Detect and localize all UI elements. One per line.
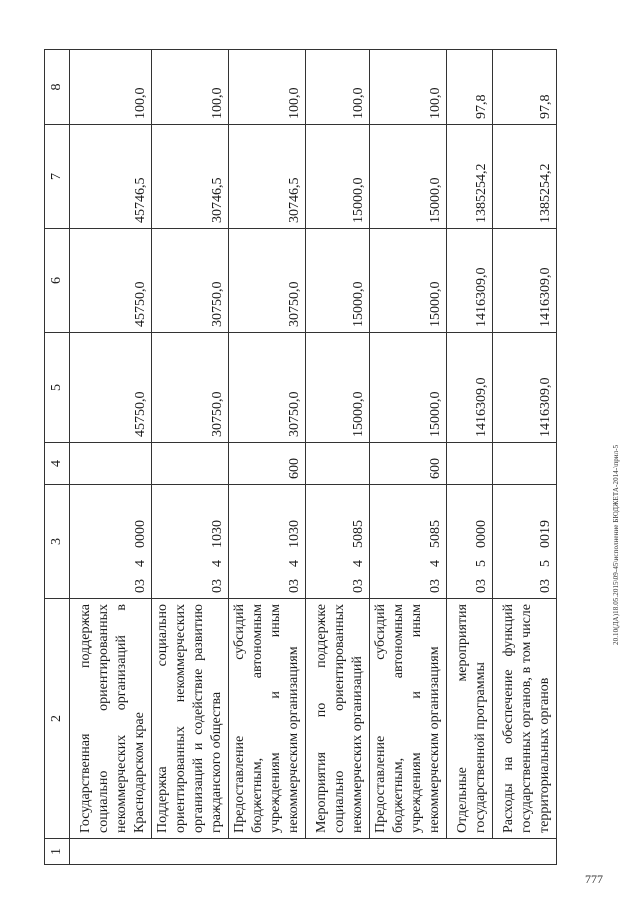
value-col5: 30750,0 [229, 333, 306, 443]
table-row [370, 50, 447, 865]
row-name: Предоставление субсидий бюджетным, автономным учреждениям и иным некоммерческим организациям [370, 599, 447, 839]
header-col-4: 4 [45, 443, 70, 485]
value-col5: 45750,0 [70, 333, 152, 443]
expense-type [493, 443, 557, 485]
col1-cell [70, 839, 557, 865]
code-subsection: 5 [538, 560, 553, 567]
value-col7: 1385254,2 [493, 125, 557, 229]
expense-type: 600 [229, 443, 306, 485]
code-section: 03 [287, 579, 302, 593]
code-cell [493, 485, 557, 599]
row-name: Расходы на обеспечение функций государственных органов, в том числе территориальных органов [493, 599, 557, 839]
value-col6: 30750,0 [152, 229, 229, 333]
value-col7: 15000,0 [370, 125, 447, 229]
value-col5: 15000,0 [306, 333, 370, 443]
code-item: 0019 [538, 520, 553, 548]
code-item: 5085 [351, 520, 366, 548]
code-section: 03 [351, 579, 366, 593]
code-item: 1030 [287, 520, 302, 548]
value-col5: 15000,0 [370, 333, 447, 443]
value-col8: 100,0 [70, 50, 152, 125]
code-subsection: 4 [133, 560, 148, 567]
budget-table [44, 49, 557, 865]
table-row [152, 50, 229, 865]
table-row [447, 50, 493, 865]
code-section: 03 [538, 579, 553, 593]
value-col7: 1385254,2 [447, 125, 493, 229]
table-row [229, 50, 306, 865]
row-name: Мероприятия по поддержке социально ориентированных некоммерческих организаций [306, 599, 370, 839]
row-name: Предоставление субсидий бюджетным, автономным учреждениям и иным некоммерческим организациям [229, 599, 306, 839]
header-col-1: 1 [45, 839, 70, 865]
row-name: Поддержка социально ориентированных некоммерческих организаций и содействие развитию гражданского общества [152, 599, 229, 839]
code-cell [229, 485, 306, 599]
code-section: 03 [428, 579, 443, 593]
header-col-5: 5 [45, 333, 70, 443]
expense-type [152, 443, 229, 485]
document-footer-code: 20.10(ДА)18.05.2015\09-45\исполнение БЮДЖЕТА-2014-\прил-5 [612, 444, 620, 645]
header-row [45, 50, 70, 865]
code-cell [447, 485, 493, 599]
value-col7: 30746,5 [152, 125, 229, 229]
code-cell [306, 485, 370, 599]
table-row [70, 50, 152, 865]
expense-type: 600 [370, 443, 447, 485]
header-col-2: 2 [45, 599, 70, 839]
value-col8: 100,0 [370, 50, 447, 125]
value-col8: 100,0 [152, 50, 229, 125]
code-item: 1030 [210, 520, 225, 548]
row-name: Отдельные мероприятия государственной программы [447, 599, 493, 839]
value-col6: 15000,0 [306, 229, 370, 333]
value-col5: 1416309,0 [493, 333, 557, 443]
code-subsection: 4 [210, 560, 225, 567]
header-col-7: 7 [45, 125, 70, 229]
header-col-8: 8 [45, 50, 70, 125]
value-col6: 1416309,0 [493, 229, 557, 333]
table-row [306, 50, 370, 865]
header-col-3: 3 [45, 485, 70, 599]
value-col6: 45750,0 [70, 229, 152, 333]
code-section: 03 [210, 579, 225, 593]
code-item: 5085 [428, 520, 443, 548]
value-col8: 100,0 [229, 50, 306, 125]
code-subsection: 4 [287, 560, 302, 567]
code-section: 03 [474, 579, 489, 593]
value-col5: 1416309,0 [447, 333, 493, 443]
value-col8: 97,8 [493, 50, 557, 125]
page-number: 777 [585, 872, 603, 886]
value-col5: 30750,0 [152, 333, 229, 443]
code-item: 0000 [474, 520, 489, 548]
expense-type [306, 443, 370, 485]
value-col7: 45746,5 [70, 125, 152, 229]
header-col-6: 6 [45, 229, 70, 333]
value-col6: 1416309,0 [447, 229, 493, 333]
value-col8: 100,0 [306, 50, 370, 125]
code-cell [370, 485, 447, 599]
table-row [493, 50, 557, 865]
code-cell [152, 485, 229, 599]
value-col7: 30746,5 [229, 125, 306, 229]
value-col6: 30750,0 [229, 229, 306, 333]
expense-type [70, 443, 152, 485]
code-subsection: 4 [428, 560, 443, 567]
code-item: 0000 [133, 520, 148, 548]
code-cell [70, 485, 152, 599]
row-name: Государственная поддержка социально ориентированных некоммерческих организаций в Краснодарском крае [70, 599, 152, 839]
code-section: 03 [133, 579, 148, 593]
code-subsection: 4 [351, 560, 366, 567]
value-col7: 15000,0 [306, 125, 370, 229]
expense-type [447, 443, 493, 485]
code-subsection: 5 [474, 560, 489, 567]
value-col6: 15000,0 [370, 229, 447, 333]
value-col8: 97,8 [447, 50, 493, 125]
